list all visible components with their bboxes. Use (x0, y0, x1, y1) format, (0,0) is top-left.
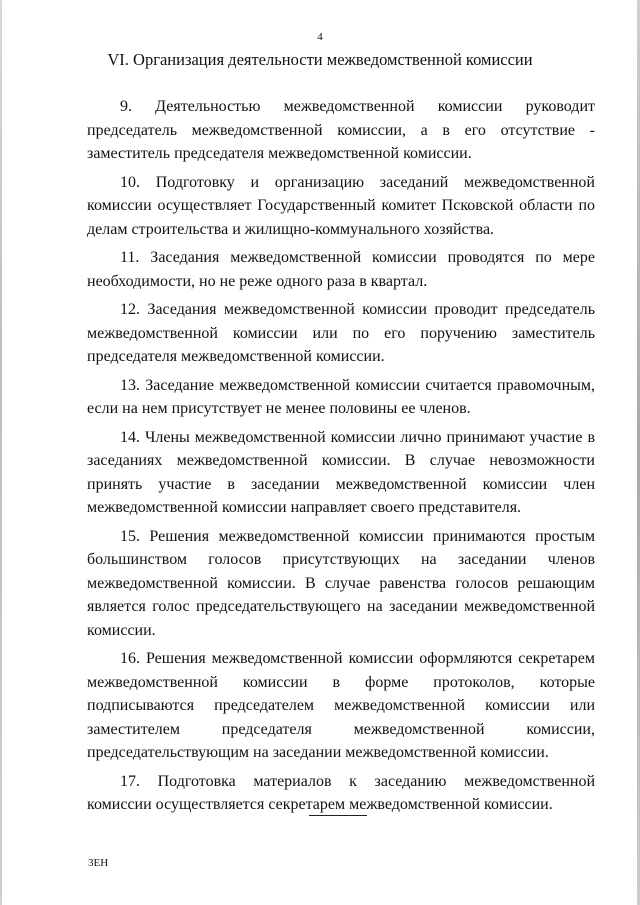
paragraph-9: 9. Деятельностью межведомственной комиссии руководит председатель межведомственной комиссии, а в его отсутствие - заместитель председателя межведомственной комиссии. (87, 98, 595, 162)
paragraph-16: 16. Решения межведомственной комиссии оформляются секретарем межведомственной комиссии в форме протоколов, которые подписываются председателем межведомственной комиссии или заместителем председателя межведомственной комиссии, председательствующим на заседании межведомственной комиссии. (87, 650, 595, 761)
end-of-text-rule (309, 815, 367, 816)
paragraph-11: 11. Заседания межведомственной комиссии проводятся по мере необходимости, но не реже одного раза в квартал. (87, 249, 595, 290)
section-title: VI. Организация деятельности межведомственной комиссии (107, 50, 533, 69)
paragraph-10: 10. Подготовку и организацию заседаний межведомственной комиссии осуществляет Государственный комитет Псковской области по делам строительства и жилищно-коммунального хозяйства. (87, 173, 595, 238)
paragraph-17: 17. Подготовка материалов к заседанию межведомственной комиссии осуществляется секретарем межведомственной комиссии. (87, 772, 595, 813)
paragraph-15: 15. Решения межведомственной комиссии принимаются простым большинством голосов присутствующих на заседании членов межведомственной комиссии. В случае равенства голосов решающим является голос председательствующего на заседании межведомственной комиссии. (87, 527, 595, 639)
document-body (87, 95, 595, 822)
paragraph-14: 14. Члены межведомственной комиссии лично принимают участие в заседаниях межведомственной комиссии. В случае невозможности принять участие в заседании межведомственной комиссии член межведомственной комиссии направляет своего представителя. (87, 428, 595, 516)
page-number: 4 (317, 31, 323, 43)
footer-code: 3ЕН (88, 857, 109, 869)
paragraph-12: 12. Заседания межведомственной комиссии проводит председатель межведомственной комиссии или по его поручению заместитель председателя межведомственной комиссии. (87, 301, 595, 365)
scan-edge-left (0, 0, 2, 905)
paragraph-13: 13. Заседание межведомственной комиссии считается правомочным, если на нем присутствует не менее половины ее членов. (87, 376, 595, 417)
